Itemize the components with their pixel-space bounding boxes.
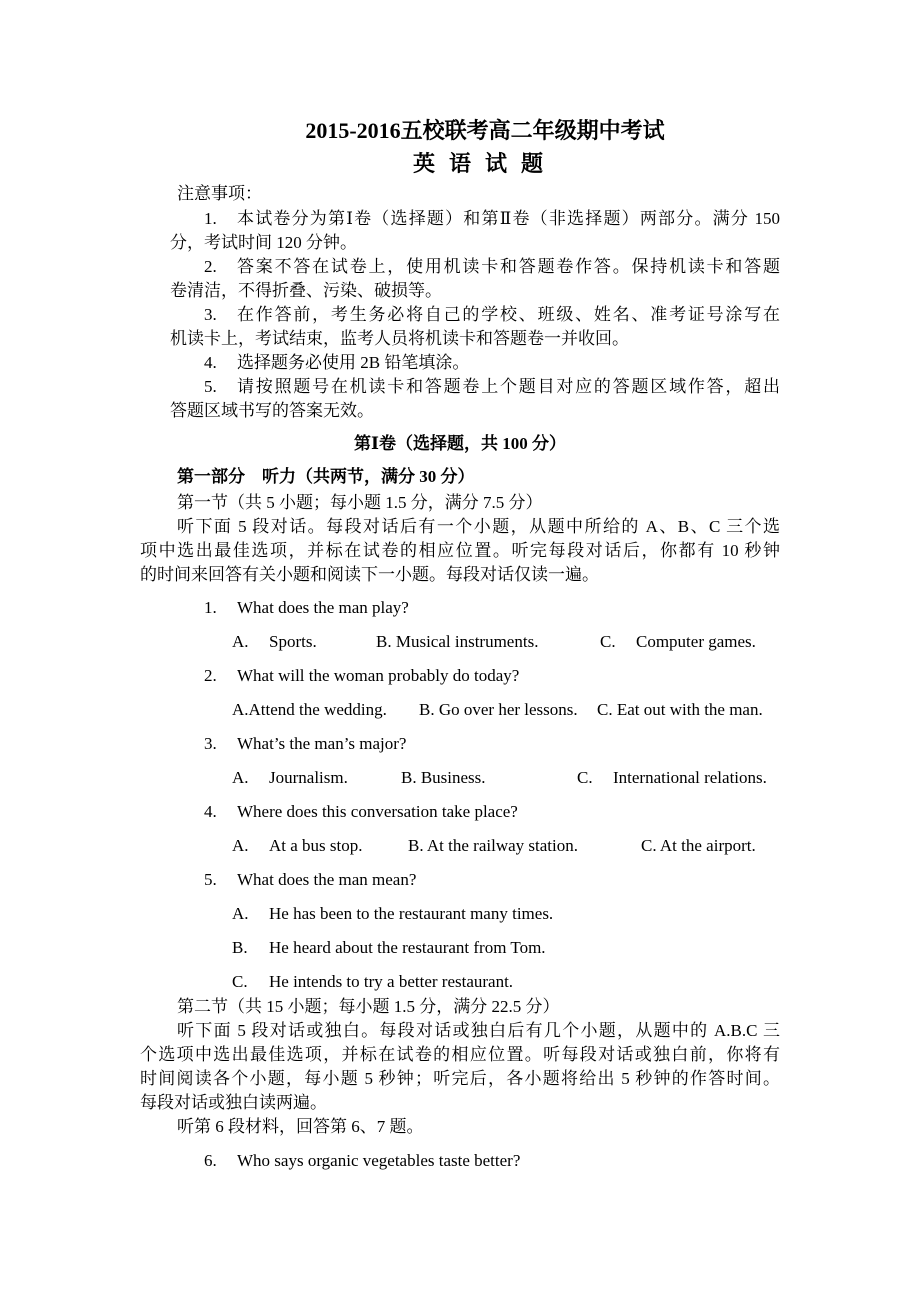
notice-text: 卷清洁，不得折叠、污染、破损等。 bbox=[170, 281, 442, 300]
question-text: Where does this conversation take place? bbox=[237, 802, 518, 821]
option-b: B. Musical instruments. bbox=[376, 632, 539, 651]
section-instructions: 听下面 5 段对话。每段对话后有一个小题，从题中所给的 A、B、C 三个选 bbox=[177, 517, 780, 536]
option-a: At a bus stop. bbox=[269, 836, 363, 855]
option-a: A.Attend the wedding. bbox=[232, 700, 387, 719]
question-text: Who says organic vegetables taste better? bbox=[237, 1151, 521, 1170]
option-b: B. At the railway station. bbox=[408, 836, 578, 855]
question-text: What’s the man’s major? bbox=[237, 734, 407, 753]
notice-text: 机读卡上，考试结束，监考人员将机读卡和答题卷一并收回。 bbox=[170, 329, 629, 348]
option-c: International relations. bbox=[613, 768, 767, 787]
section-instructions: 听下面 5 段对话或独白。每段对话或独白后有几个小题，从题中的 A.B.C 三 bbox=[177, 1021, 780, 1040]
question-number: 6. bbox=[204, 1151, 217, 1170]
option-label: C. bbox=[577, 768, 593, 787]
section-instructions: 个选项中选出最佳选项，并标在试卷的相应位置。听每段对话或独白前，你将有 bbox=[140, 1045, 780, 1064]
option-label: A. bbox=[232, 632, 249, 651]
option-c: C. Eat out with the man. bbox=[597, 700, 763, 719]
question-number: 2. bbox=[204, 666, 217, 685]
notice-heading: 注意事项： bbox=[177, 184, 262, 203]
notice-num: 2. bbox=[204, 257, 217, 276]
question-text: What does the man mean? bbox=[237, 870, 417, 889]
option-b: B. Go over her lessons. bbox=[419, 700, 578, 719]
option-c: He intends to try a better restaurant. bbox=[269, 972, 514, 991]
section-instructions: 项中选出最佳选项，并标在试卷的相应位置。听完每段对话后，你都有 10 秒钟 bbox=[140, 541, 780, 560]
notice-text: 请按照题号在机读卡和答题卷上个题目对应的答题区域作答，超出 bbox=[237, 377, 780, 396]
option-a: He has been to the restaurant many times. bbox=[269, 904, 554, 923]
material-note: 听第 6 段材料，回答第 6、7 题。 bbox=[177, 1117, 424, 1136]
option-a: Journalism. bbox=[269, 768, 348, 787]
section-instructions: 每段对话或独白读两遍。 bbox=[140, 1093, 327, 1112]
notice-num: 5. bbox=[204, 377, 217, 396]
section-heading: 第一节（共 5 小题；每小题 1.5 分，满分 7.5 分） bbox=[177, 493, 543, 512]
option-b: B. Business. bbox=[401, 768, 486, 787]
notice-text: 在作答前，考生务必将自己的学校、班级、姓名、准考证号涂写在 bbox=[237, 305, 780, 324]
option-a: Sports. bbox=[269, 632, 317, 651]
notice-text: 答案不答在试卷上，使用机读卡和答题卷作答。保持机读卡和答题 bbox=[237, 257, 780, 276]
option-label: C. bbox=[600, 632, 616, 651]
option-label: B. bbox=[232, 938, 248, 957]
notice-num: 4. bbox=[204, 353, 217, 372]
question-number: 4. bbox=[204, 802, 217, 821]
question-text: What does the man play? bbox=[237, 598, 409, 617]
notice-text: 分，考试时间 120 分钟。 bbox=[170, 233, 357, 252]
question-number: 5. bbox=[204, 870, 217, 889]
option-label: A. bbox=[232, 836, 249, 855]
section-instructions: 的时间来回答有关小题和阅读下一小题。每段对话仅读一遍。 bbox=[140, 565, 599, 584]
option-c: Computer games. bbox=[636, 632, 756, 651]
subject-title: 英语试题 bbox=[412, 151, 557, 176]
notice-num: 1. bbox=[204, 209, 217, 228]
section-instructions: 时间阅读各个小题，每小题 5 秒钟；听完后，各小题将给出 5 秒钟的作答时间。 bbox=[140, 1069, 780, 1088]
option-c: C. At the airport. bbox=[641, 836, 756, 855]
section-heading: 第二节（共 15 小题；每小题 1.5 分，满分 22.5 分） bbox=[177, 997, 560, 1016]
notice-text: 答题区域书写的答案无效。 bbox=[170, 401, 374, 420]
option-label: C. bbox=[232, 972, 248, 991]
part-heading: 第一部分 听力（共两节，满分 30 分） bbox=[177, 467, 475, 486]
question-number: 3. bbox=[204, 734, 217, 753]
option-label: A. bbox=[232, 904, 249, 923]
question-number: 1. bbox=[204, 598, 217, 617]
option-label: A. bbox=[232, 768, 249, 787]
notice-num: 3. bbox=[204, 305, 217, 324]
notice-text: 本试卷分为第Ⅰ卷（选择题）和第Ⅱ卷（非选择题）两部分。满分 150 bbox=[237, 209, 780, 228]
question-text: What will the woman probably do today? bbox=[237, 666, 520, 685]
notice-text: 选择题务必使用 2B 铅笔填涂。 bbox=[237, 353, 470, 372]
volume-heading: 第Ⅰ卷（选择题，共 100 分） bbox=[354, 434, 566, 453]
exam-title: 2015-2016五校联考高二年级期中考试 bbox=[305, 118, 665, 143]
option-b: He heard about the restaurant from Tom. bbox=[269, 938, 546, 957]
